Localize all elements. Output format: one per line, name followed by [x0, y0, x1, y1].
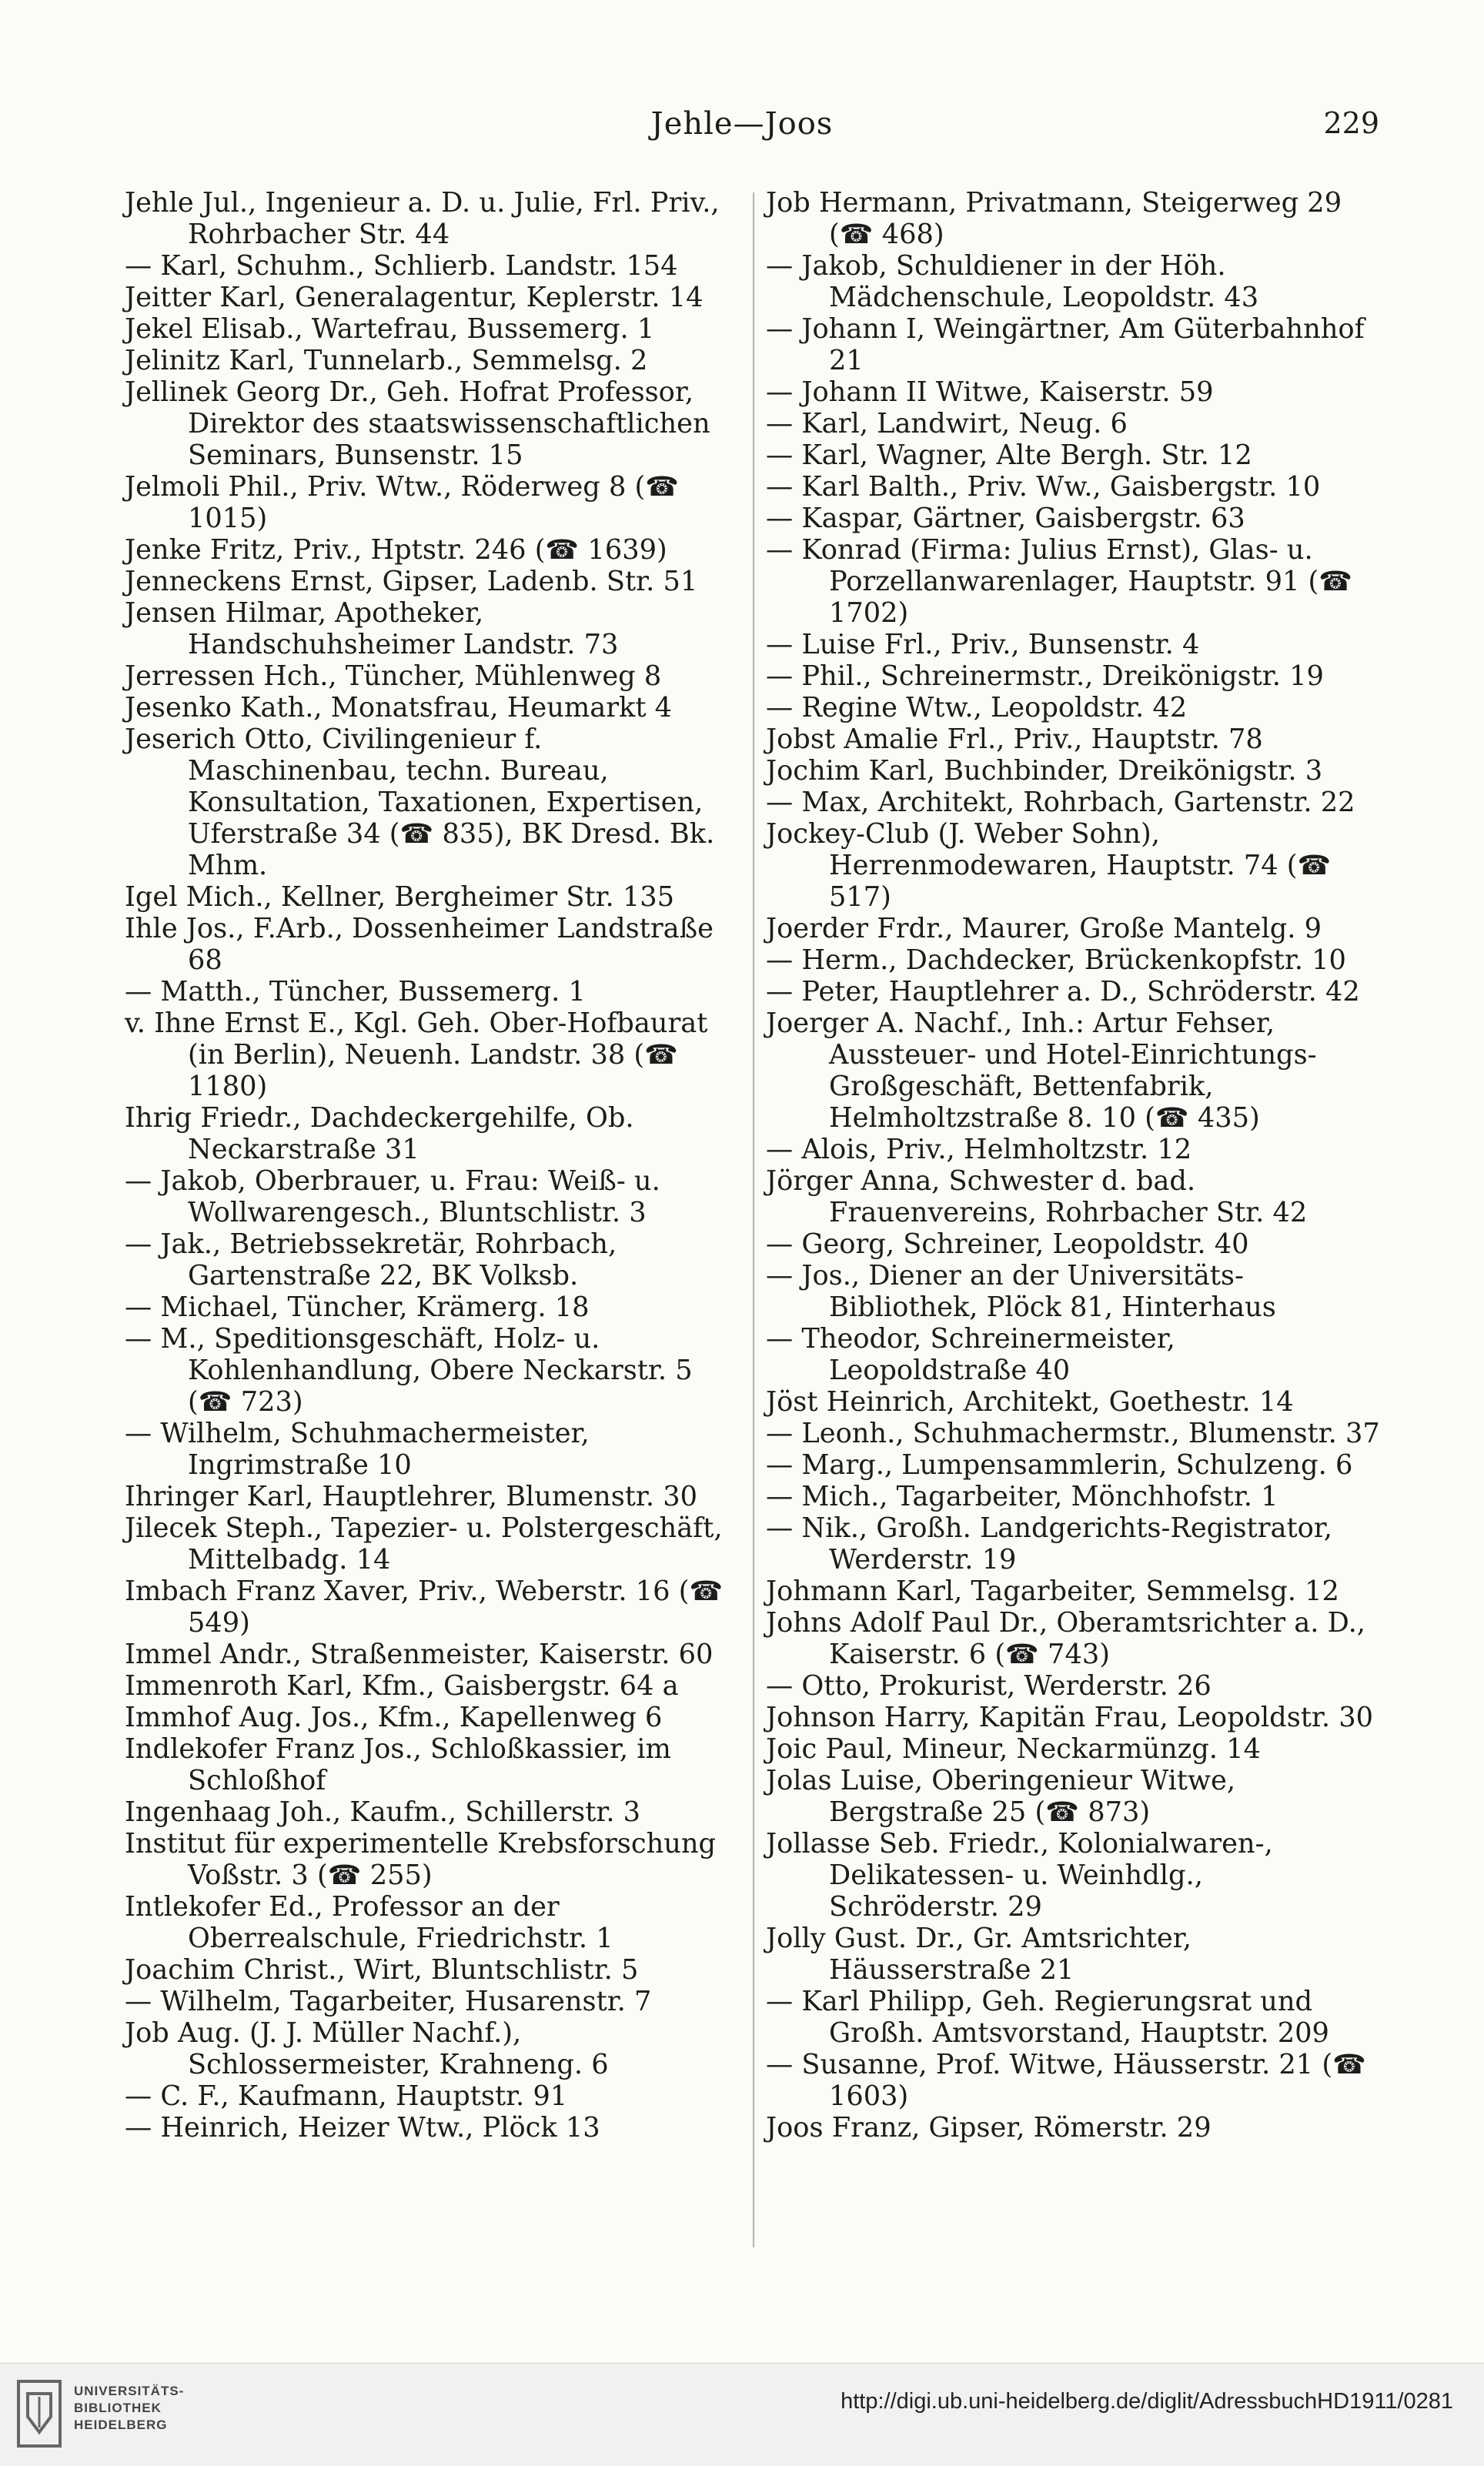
directory-entry: Jekel Elisab., Wartefrau, Bussemerg. 1	[125, 313, 655, 345]
directory-entry: — Karl, Landwirt, Neug. 6	[766, 408, 1128, 439]
logo-line: HEIDELBERG	[74, 2418, 168, 2432]
directory-entry: — Susanne, Prof. Witwe, Häusserstr. 21 (☎ 1603)	[766, 2049, 1366, 2112]
directory-entry: — Jakob, Schuldiener in der Höh. Mädchenschule, Leopoldstr. 43	[766, 250, 1259, 313]
directory-entry: Ingenhaag Joh., Kaufm., Schillerstr. 3	[125, 1796, 641, 1828]
directory-entry: Jerressen Hch., Tüncher, Mühlenweg 8	[125, 660, 662, 692]
directory-entry: Jelmoli Phil., Priv. Wtw., Röderweg 8 (☎ 1015)	[125, 471, 680, 534]
directory-entry: Jehle Jul., Ingenieur a. D. u. Julie, Frl. Priv., Rohrbacher Str. 44	[125, 187, 720, 250]
directory-entry: — M., Speditionsgeschäft, Holz- u. Kohlenhandlung, Obere Neckarstr. 5 (☎ 723)	[125, 1323, 693, 1418]
directory-entry: Johnson Harry, Kapitän Frau, Leopoldstr. 30	[766, 1702, 1374, 1733]
directory-entry: — Mich., Tagarbeiter, Mönchhofstr. 1	[766, 1481, 1278, 1512]
directory-entry: Jeserich Otto, Civilingenieur f. Maschinenbau, techn. Bureau, Konsultation, Taxationen, Expertisen, Uferstraße 34 (☎ 835), BK Dresd. Bk. Mhm.	[125, 723, 715, 881]
directory-entry: Jörger Anna, Schwester d. bad. Frauenvereins, Rohrbacher Str. 42	[766, 1165, 1308, 1228]
library-logo-icon	[15, 2378, 63, 2449]
directory-entry: — Leonh., Schuhmachermstr., Blumenstr. 37	[766, 1418, 1380, 1449]
directory-entry: Jensen Hilmar, Apotheker, Handschuhsheimer Landstr. 73	[125, 597, 619, 660]
directory-entry: Jenke Fritz, Priv., Hptstr. 246 (☎ 1639)	[125, 534, 667, 566]
directory-entry: Joos Franz, Gipser, Römerstr. 29	[766, 2112, 1212, 2144]
directory-entry: — Marg., Lumpensammlerin, Schulzeng. 6	[766, 1449, 1353, 1481]
directory-entry: Jolas Luise, Oberingenieur Witwe, Bergstraße 25 (☎ 873)	[766, 1765, 1236, 1828]
directory-entry: Immel Andr., Straßenmeister, Kaiserstr. 60	[125, 1639, 714, 1670]
column-divider	[753, 192, 754, 2247]
footer-bar	[0, 2363, 1484, 2466]
directory-entry: Jesenko Kath., Monatsfrau, Heumarkt 4	[125, 692, 673, 723]
logo-line: BIBLIOTHEK	[74, 2401, 162, 2415]
directory-entry: Jilecek Steph., Tapezier- u. Polstergeschäft, Mittelbadg. 14	[125, 1512, 723, 1576]
directory-entry: Jolly Gust. Dr., Gr. Amtsrichter, Häusserstraße 21	[766, 1923, 1192, 1986]
directory-entry: Immenroth Karl, Kfm., Gaisbergstr. 64 a	[125, 1670, 679, 1702]
library-logo-text	[74, 2383, 184, 2434]
directory-entry: — Karl Philipp, Geh. Regierungsrat und Großh. Amtsvorstand, Hauptstr. 209	[766, 1986, 1329, 2049]
directory-entry: — Michael, Tüncher, Krämerg. 18	[125, 1291, 590, 1323]
directory-entry: Jockey-Club (J. Weber Sohn), Herrenmodewaren, Hauptstr. 74 (☎ 517)	[766, 818, 1332, 913]
left-column	[125, 187, 740, 2144]
right-column	[766, 187, 1382, 2144]
directory-entry: Indlekofer Franz Jos., Schloßkassier, im Schloßhof	[125, 1733, 671, 1796]
directory-entry: Johmann Karl, Tagarbeiter, Semmelsg. 12	[766, 1576, 1339, 1607]
directory-entry: — Jos., Diener an der Universitäts-Bibliothek, Plöck 81, Hinterhaus	[766, 1260, 1276, 1323]
directory-entry: — C. F., Kaufmann, Hauptstr. 91	[125, 2080, 568, 2112]
page-number: 229	[1323, 106, 1379, 140]
directory-entry: — Johann II Witwe, Kaiserstr. 59	[766, 376, 1214, 408]
directory-entry: — Phil., Schreinermstr., Dreikönigstr. 19	[766, 660, 1324, 692]
page-title: Jehle—Joos	[650, 106, 834, 142]
directory-entry: Joachim Christ., Wirt, Bluntschlistr. 5	[125, 1954, 639, 1986]
directory-entry: — Karl, Wagner, Alte Bergh. Str. 12	[766, 439, 1252, 471]
directory-entry: Ihrig Friedr., Dachdeckergehilfe, Ob. Neckarstraße 31	[125, 1102, 634, 1165]
directory-entry: Jeitter Karl, Generalagentur, Keplerstr. 14	[125, 282, 704, 313]
directory-entry: — Alois, Priv., Helmholtzstr. 12	[766, 1134, 1192, 1165]
directory-entry: — Theodor, Schreinermeister, Leopoldstraße 40	[766, 1323, 1175, 1386]
directory-entry: — Wilhelm, Schuhmachermeister, Ingrimstraße 10	[125, 1418, 590, 1481]
directory-entry: Joerger A. Nachf., Inh.: Artur Fehser, Aussteuer- und Hotel-Einrichtungs-Großgeschäft, Bettenfabrik, Helmholtzstraße 8. 10 (☎ 435)	[766, 1007, 1317, 1134]
directory-entry: — Max, Architekt, Rohrbach, Gartenstr. 22	[766, 787, 1355, 818]
directory-entry: Joic Paul, Mineur, Neckarmünzg. 14	[766, 1733, 1261, 1765]
directory-entry: Ihle Jos., F.Arb., Dossenheimer Landstraße 68	[125, 913, 714, 976]
directory-entry: — Matth., Tüncher, Bussemerg. 1	[125, 976, 586, 1007]
source-url-link[interactable]: http://digi.ub.uni-heidelberg.de/diglit/AdressbuchHD1911/0281	[841, 2389, 1453, 2414]
directory-entry: v. Ihne Ernst E., Kgl. Geh. Ober-Hofbaurat (in Berlin), Neuenh. Landstr. 38 (☎ 1180)	[125, 1007, 708, 1102]
directory-entry: — Luise Frl., Priv., Bunsenstr. 4	[766, 629, 1200, 660]
directory-entry: Jochim Karl, Buchbinder, Dreikönigstr. 3	[766, 755, 1323, 787]
directory-entry: — Kaspar, Gärtner, Gaisbergstr. 63	[766, 503, 1245, 534]
directory-entry: Job Aug. (J. J. Müller Nachf.), Schlossermeister, Krahneng. 6	[125, 2017, 609, 2080]
directory-entry: — Herm., Dachdecker, Brückenkopfstr. 10	[766, 944, 1346, 976]
directory-entry: Ihringer Karl, Hauptlehrer, Blumenstr. 30	[125, 1481, 697, 1512]
directory-entry: — Johann I, Weingärtner, Am Güterbahnhof 21	[766, 313, 1365, 376]
directory-entry: Intlekofer Ed., Professor an der Oberrealschule, Friedrichstr. 1	[125, 1891, 613, 1954]
directory-entry: Jöst Heinrich, Architekt, Goethestr. 14	[766, 1386, 1294, 1418]
directory-entry: — Karl Balth., Priv. Ww., Gaisbergstr. 10	[766, 471, 1321, 503]
directory-entry: Jenneckens Ernst, Gipser, Ladenb. Str. 51	[125, 566, 698, 597]
directory-entry: — Nik., Großh. Landgerichts-Registrator, Werderstr. 19	[766, 1512, 1332, 1576]
directory-entry: Igel Mich., Kellner, Bergheimer Str. 135	[125, 881, 675, 913]
directory-entry: Immhof Aug. Jos., Kfm., Kapellenweg 6	[125, 1702, 663, 1733]
directory-entry: Jollasse Seb. Friedr., Kolonialwaren-, Delikatessen- u. Weinhdlg., Schröderstr. 29	[766, 1828, 1273, 1923]
directory-entry: Johns Adolf Paul Dr., Oberamtsrichter a. D., Kaiserstr. 6 (☎ 743)	[766, 1607, 1365, 1670]
directory-entry: Imbach Franz Xaver, Priv., Weberstr. 16 (☎ 549)	[125, 1576, 724, 1639]
directory-entry: — Regine Wtw., Leopoldstr. 42	[766, 692, 1188, 723]
directory-entry: Joerder Frdr., Maurer, Große Mantelg. 9	[766, 913, 1322, 944]
directory-entry: — Jak., Betriebssekretär, Rohrbach, Gartenstraße 22, BK Volksb.	[125, 1228, 617, 1291]
directory-entry: — Jakob, Oberbrauer, u. Frau: Weiß- u. Wollwarengesch., Bluntschlistr. 3	[125, 1165, 660, 1228]
directory-entry: Job Hermann, Privatmann, Steigerweg 29 (☎ 468)	[766, 187, 1342, 250]
directory-entry: — Konrad (Firma: Julius Ernst), Glas- u. Porzellanwarenlager, Hauptstr. 91 (☎ 1702)	[766, 534, 1353, 629]
directory-entry: — Heinrich, Heizer Wtw., Plöck 13	[125, 2112, 600, 2144]
directory-entry: Jobst Amalie Frl., Priv., Hauptstr. 78	[766, 723, 1263, 755]
directory-entry: — Peter, Hauptlehrer a. D., Schröderstr. 42	[766, 976, 1360, 1007]
directory-entry: — Georg, Schreiner, Leopoldstr. 40	[766, 1228, 1249, 1260]
directory-entry: Jelinitz Karl, Tunnelarb., Semmelsg. 2	[125, 345, 648, 376]
directory-entry: — Karl, Schuhm., Schlierb. Landstr. 154	[125, 250, 678, 282]
directory-entry: Jellinek Georg Dr., Geh. Hofrat Professor, Direktor des staatswissenschaftlichen Seminars, Bunsenstr. 15	[125, 376, 710, 471]
directory-entry: — Wilhelm, Tagarbeiter, Husarenstr. 7	[125, 1986, 652, 2017]
directory-entry: — Otto, Prokurist, Werderstr. 26	[766, 1670, 1212, 1702]
directory-entry: Institut für experimentelle Krebsforschung Voßstr. 3 (☎ 255)	[125, 1828, 717, 1891]
logo-line: UNIVERSITÄTS-	[74, 2384, 185, 2398]
